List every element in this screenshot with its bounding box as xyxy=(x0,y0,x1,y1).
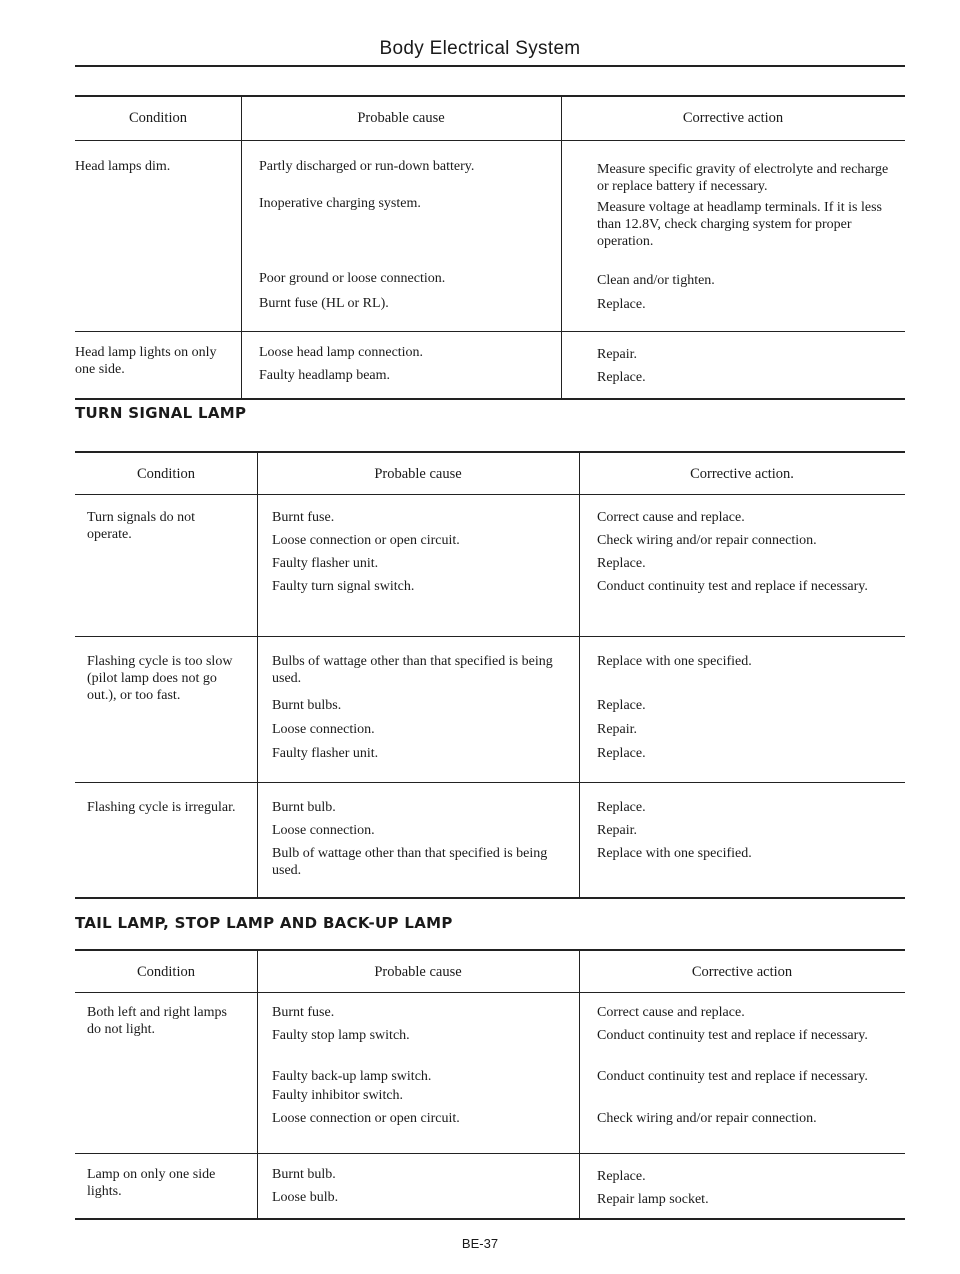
header-cause: Probable cause xyxy=(374,466,462,482)
cause-item: Partly discharged or run-down battery. xyxy=(259,159,475,174)
condition-cell: Turn signals do not operate. xyxy=(87,510,196,542)
action-item: Correct cause and replace. xyxy=(597,510,745,525)
condition-cell: Both left and right lamps do not light. xyxy=(87,1005,227,1037)
condition-cell: Flashing cycle is irregular. xyxy=(87,800,236,815)
tail-lamp-table xyxy=(75,949,905,1220)
action-item: Replace. xyxy=(597,370,646,385)
column-divider xyxy=(257,1154,258,1218)
column-divider xyxy=(241,141,242,331)
action-item: Measure specific gravity of electrolyte and recharge or replace battery if necessary. xyxy=(597,162,889,194)
table-row xyxy=(75,783,905,899)
cause-item: Bulbs of wattage other than that specified is being used. xyxy=(272,654,553,686)
header-cause: Probable cause xyxy=(374,964,462,980)
cause-item: Faulty flasher unit. xyxy=(272,746,379,761)
table-row xyxy=(75,332,905,400)
turn-signal-table xyxy=(75,451,905,899)
table-row xyxy=(75,141,905,332)
table-row xyxy=(75,1154,905,1220)
table-header xyxy=(75,949,905,993)
page-number: BE-37 xyxy=(461,1236,499,1251)
section-heading-turn-signal: TURN SIGNAL LAMP xyxy=(75,404,247,422)
cause-item: Loose connection. xyxy=(272,722,375,737)
column-divider xyxy=(579,951,580,992)
cause-item: Faulty turn signal switch. xyxy=(272,579,415,594)
cause-item: Bulb of wattage other than that specified is being used. xyxy=(272,846,548,878)
action-item: Replace with one specified. xyxy=(597,846,752,861)
title-rule xyxy=(75,65,905,67)
cause-item: Faulty back-up lamp switch. xyxy=(272,1069,432,1084)
action-item: Repair. xyxy=(597,722,638,737)
cause-item: Loose bulb. xyxy=(272,1190,339,1205)
cause-item: Loose connection or open circuit. xyxy=(272,1111,460,1126)
column-divider xyxy=(241,97,242,140)
column-divider xyxy=(579,993,580,1153)
column-divider xyxy=(561,332,562,398)
cause-item: Loose head lamp connection. xyxy=(259,345,424,360)
page-title: Body Electrical System xyxy=(379,38,581,59)
column-divider xyxy=(257,637,258,782)
cause-item: Poor ground or loose connection. xyxy=(259,271,446,286)
action-item: Correct cause and replace. xyxy=(597,1005,745,1020)
condition-cell: Head lamps dim. xyxy=(75,159,171,174)
action-item: Replace. xyxy=(597,746,646,761)
action-item: Check wiring and/or repair connection. xyxy=(597,1111,817,1126)
cause-item: Burnt fuse. xyxy=(272,510,335,525)
column-divider xyxy=(579,495,580,636)
section-heading-tail-lamp: TAIL LAMP, STOP LAMP AND BACK-UP LAMP xyxy=(75,914,453,932)
table-header xyxy=(75,451,905,495)
action-item: Replace with one specified. xyxy=(597,654,752,669)
cause-item: Faulty stop lamp switch. xyxy=(272,1028,410,1043)
column-divider xyxy=(257,993,258,1153)
column-divider xyxy=(257,951,258,992)
column-divider xyxy=(241,332,242,398)
condition-cell: Lamp on only one side lights. xyxy=(87,1167,216,1199)
header-condition: Condition xyxy=(128,110,187,126)
cause-item: Burnt fuse (HL or RL). xyxy=(259,296,389,311)
table-row xyxy=(75,993,905,1154)
cause-item: Burnt bulbs. xyxy=(272,698,342,713)
cause-item: Burnt bulb. xyxy=(272,1167,336,1182)
cause-item: Faulty inhibitor switch. xyxy=(272,1088,404,1103)
table-row xyxy=(75,637,905,783)
column-divider xyxy=(257,783,258,897)
action-item: Replace. xyxy=(597,698,646,713)
cause-item: Inoperative charging system. xyxy=(259,196,421,211)
action-item: Conduct continuity test and replace if necessary. xyxy=(597,1069,868,1084)
column-divider xyxy=(257,495,258,636)
cause-item: Loose connection. xyxy=(272,823,375,838)
cause-item: Burnt bulb. xyxy=(272,800,336,815)
action-item: Replace. xyxy=(597,1169,646,1184)
headlamp-table xyxy=(75,95,905,400)
header-cause: Probable cause xyxy=(357,110,445,126)
action-item: Clean and/or tighten. xyxy=(597,273,715,288)
table-row xyxy=(75,495,905,637)
column-divider xyxy=(579,637,580,782)
cause-item: Faulty headlamp beam. xyxy=(259,368,391,383)
column-divider xyxy=(561,97,562,140)
column-divider xyxy=(579,1154,580,1218)
header-action: Corrective action xyxy=(682,110,784,126)
action-item: Replace. xyxy=(597,800,646,815)
cause-item: Loose connection or open circuit. xyxy=(272,533,460,548)
action-item: Conduct continuity test and replace if necessary. xyxy=(597,1028,868,1043)
action-item: Repair. xyxy=(597,823,638,838)
cause-item: Burnt fuse. xyxy=(272,1005,335,1020)
column-divider xyxy=(579,783,580,897)
header-condition: Condition xyxy=(136,466,195,482)
column-divider xyxy=(579,453,580,494)
action-item: Replace. xyxy=(597,556,646,571)
cause-item: Faulty flasher unit. xyxy=(272,556,379,571)
column-divider xyxy=(257,453,258,494)
header-condition: Condition xyxy=(136,964,195,980)
column-divider xyxy=(561,141,562,331)
condition-cell: Flashing cycle is too slow (pilot lamp does not go out.), or too fast. xyxy=(87,654,233,703)
action-item: Repair. xyxy=(597,347,638,362)
action-item: Measure voltage at headlamp terminals. If it is less than 12.8V, check charging system for proper operation. xyxy=(597,200,882,249)
action-item: Check wiring and/or repair connection. xyxy=(597,533,817,548)
header-action: Corrective action. xyxy=(690,466,794,482)
action-item: Replace. xyxy=(597,297,646,312)
action-item: Conduct continuity test and replace if necessary. xyxy=(597,579,868,594)
action-item: Repair lamp socket. xyxy=(597,1192,709,1207)
condition-cell: Head lamp lights on only one side. xyxy=(75,345,217,377)
header-action: Corrective action xyxy=(691,964,793,980)
table-header xyxy=(75,95,905,141)
